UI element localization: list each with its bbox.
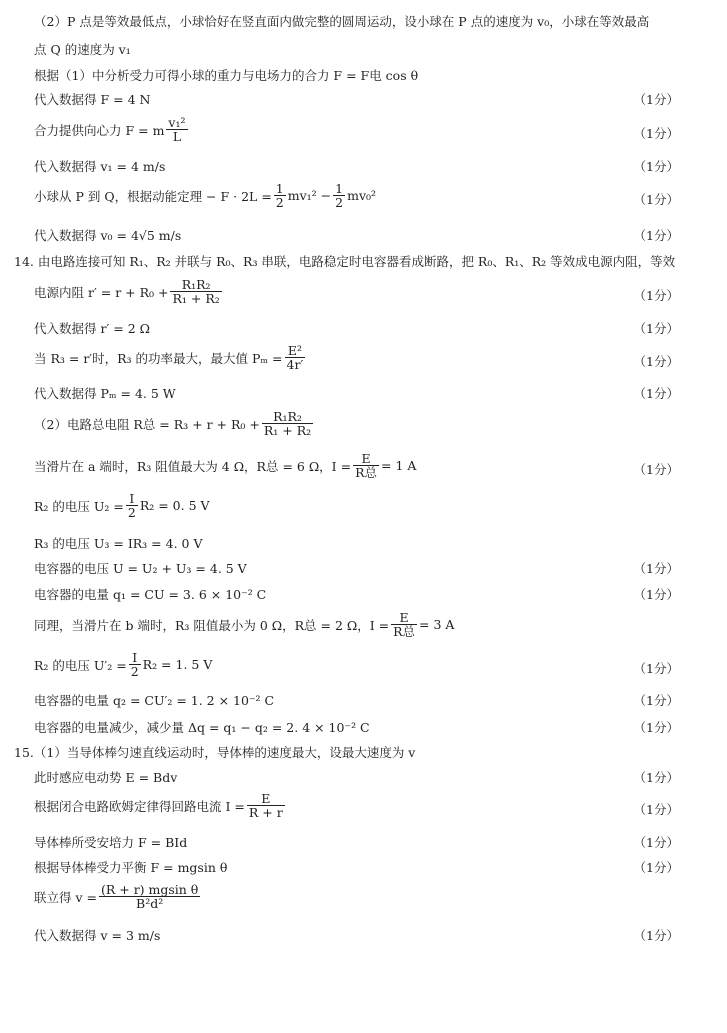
fraction: $\frac{\text{R₁R₂}}{\text{R₁ + R₂}}$ xyxy=(172,277,220,306)
points-label: （1分） xyxy=(633,860,679,875)
fraction: $\frac{1}{2}$ xyxy=(275,181,284,210)
points-label: （1分） xyxy=(633,159,679,174)
text-line: 代入数据得 v = 3 m/s （1分） xyxy=(34,928,679,943)
formula-line: 电源内阻 r′ = r + R₀ + $\frac{\text{R₁R₂}}{\text{R₁ + R₂}}$ （1分） xyxy=(34,277,679,306)
points-label: （1分） xyxy=(633,192,679,207)
fraction: $\frac{E}{\text{R总}}$ xyxy=(355,451,377,480)
fraction: $\frac{E}{\text{R总}}$ xyxy=(393,610,416,639)
points-label: （1分） xyxy=(633,228,679,243)
text-line: 此时感应电动势 E = Bdv （1分） xyxy=(34,770,679,785)
formula-line: 根据闭合电路欧姆定律得回路电流 I = $\frac{E}{R + r}$ （1分） xyxy=(34,791,679,820)
text-line: 电容器的电量 q₂ = CU′₂ = 1. 2 × 10⁻² C （1分） xyxy=(34,693,679,708)
formula-line: 小球从 P 到 Q，根据动能定理 − F · 2L = $\frac{1}{2}$ mv₁² − $\frac{1}{2}$ mv₀² （1分） xyxy=(34,181,679,210)
formula-line: 同理，当滑片在 b 端时，R₃ 阻值最小为 0 Ω，R总 = 2 Ω，I = $\frac{E}{\text{R总}}$ = 3 A xyxy=(34,610,455,639)
points-label: （1分） xyxy=(633,928,679,943)
points-label: （1分） xyxy=(633,835,679,850)
text-line: 代入数据得 F = 4 N （1分） xyxy=(34,92,679,107)
formula-line: （2）电路总电阻 R总 = R₃ + r + R₀ + $\frac{\text{R₁R₂}}{\text{R₁ + R₂}}$ xyxy=(34,409,312,438)
formula-line: 当 R₃ = r′时，R₃ 的功率最大，最大值 Pₘ = $\frac{\text{E²}}{4r'}$ （1分） xyxy=(34,343,679,372)
fraction: $\frac{1}{2}$ xyxy=(335,181,344,210)
points-label: （1分） xyxy=(633,770,679,785)
points-label: （1分） xyxy=(633,693,679,708)
formula-line: 当滑片在 a 端时，R₃ 阻值最大为 4 Ω，R总 = 6 Ω，I = $\frac{E}{\text{R总}}$ = 1 A （1分） xyxy=(34,451,679,480)
fraction: $\frac{\text{E²}}{4r'}$ xyxy=(286,343,304,372)
text-line: 代入数据得 Pₘ = 4. 5 W （1分） xyxy=(34,386,679,401)
text-line: 导体棒所受安培力 F = BId （1分） xyxy=(34,835,679,850)
fraction: $\frac{\text{(R + r) mgsin θ}}{\text{B²d²}}$ xyxy=(100,882,199,911)
fraction: $\frac{\text{R₁R₂}}{\text{R₁ + R₂}}$ xyxy=(263,409,312,438)
fraction: $\frac{\text{v₁²}}{L}$ xyxy=(168,115,186,144)
points-label: （1分） xyxy=(633,92,679,107)
points-label: （1分） xyxy=(633,126,679,141)
text-line: 根据（1）中分析受力可得小球的重力与电场力的合力 F = F电 cos θ xyxy=(34,68,419,83)
fraction: $\frac{I}{2}$ xyxy=(127,491,136,520)
points-label: （1分） xyxy=(633,462,679,477)
formula-line: 合力提供向心力 F = m $\frac{\text{v₁²}}{L}$ （1分） xyxy=(34,115,679,144)
points-label: （1分） xyxy=(633,802,679,817)
points-label: （1分） xyxy=(633,354,679,369)
text-line: 14. 由电路连接可知 R₁、R₂ 并联与 R₀、R₃ 串联，电路稳定时电容器看成断路，把 R₀、R₁、R₂ 等效成电源内阻，等效 xyxy=(14,254,676,269)
formula-line: R₂ 的电压 U₂ = $\frac{I}{2}$ R₂ = 0. 5 V xyxy=(34,491,210,520)
text-line: 代入数据得 r′ = 2 Ω （1分） xyxy=(34,321,679,336)
points-label: （1分） xyxy=(633,561,679,576)
text-line: （2）P 点是等效最低点，小球恰好在竖直面内做完整的圆周运动，设小球在 P 点的速度为 v₀，小球在等效最高 xyxy=(34,14,650,29)
text-line: 电容器的电量 q₁ = CU = 3. 6 × 10⁻² C （1分） xyxy=(34,587,679,602)
text-line: 代入数据得 v₁ = 4 m/s （1分） xyxy=(34,159,679,174)
points-label: （1分） xyxy=(633,321,679,336)
formula-line: 联立得 v = $\frac{\text{(R + r) mgsin θ}}{\text{B²d²}}$ xyxy=(34,882,199,911)
points-label: （1分） xyxy=(633,288,679,303)
points-label: （1分） xyxy=(633,661,679,676)
text-line: 电容器的电量减少，减少量 Δq = q₁ − q₂ = 2. 4 × 10⁻² C （1分） xyxy=(34,720,679,735)
text-line: 15.（1）当导体棒匀速直线运动时，导体棒的速度最大，设最大速度为 v xyxy=(14,745,416,760)
text-line: 根据导体棒受力平衡 F = mgsin θ （1分） xyxy=(34,860,679,875)
text-line: 点 Q 的速度为 v₁ xyxy=(34,42,131,57)
points-label: （1分） xyxy=(633,386,679,401)
fraction: $\frac{I}{2}$ xyxy=(130,650,139,679)
text-line: R₃ 的电压 U₃ = IR₃ = 4. 0 V xyxy=(34,536,203,551)
formula-line: R₂ 的电压 U′₂ = $\frac{I}{2}$ R₂ = 1. 5 V （1分） xyxy=(34,650,679,679)
points-label: （1分） xyxy=(633,587,679,602)
fraction: $\frac{E}{R + r}$ xyxy=(248,791,283,820)
text-line: 代入数据得 v₀ = 4√5 m/s （1分） xyxy=(34,228,679,243)
text-line: 电容器的电压 U = U₂ + U₃ = 4. 5 V （1分） xyxy=(34,561,679,576)
points-label: （1分） xyxy=(633,720,679,735)
